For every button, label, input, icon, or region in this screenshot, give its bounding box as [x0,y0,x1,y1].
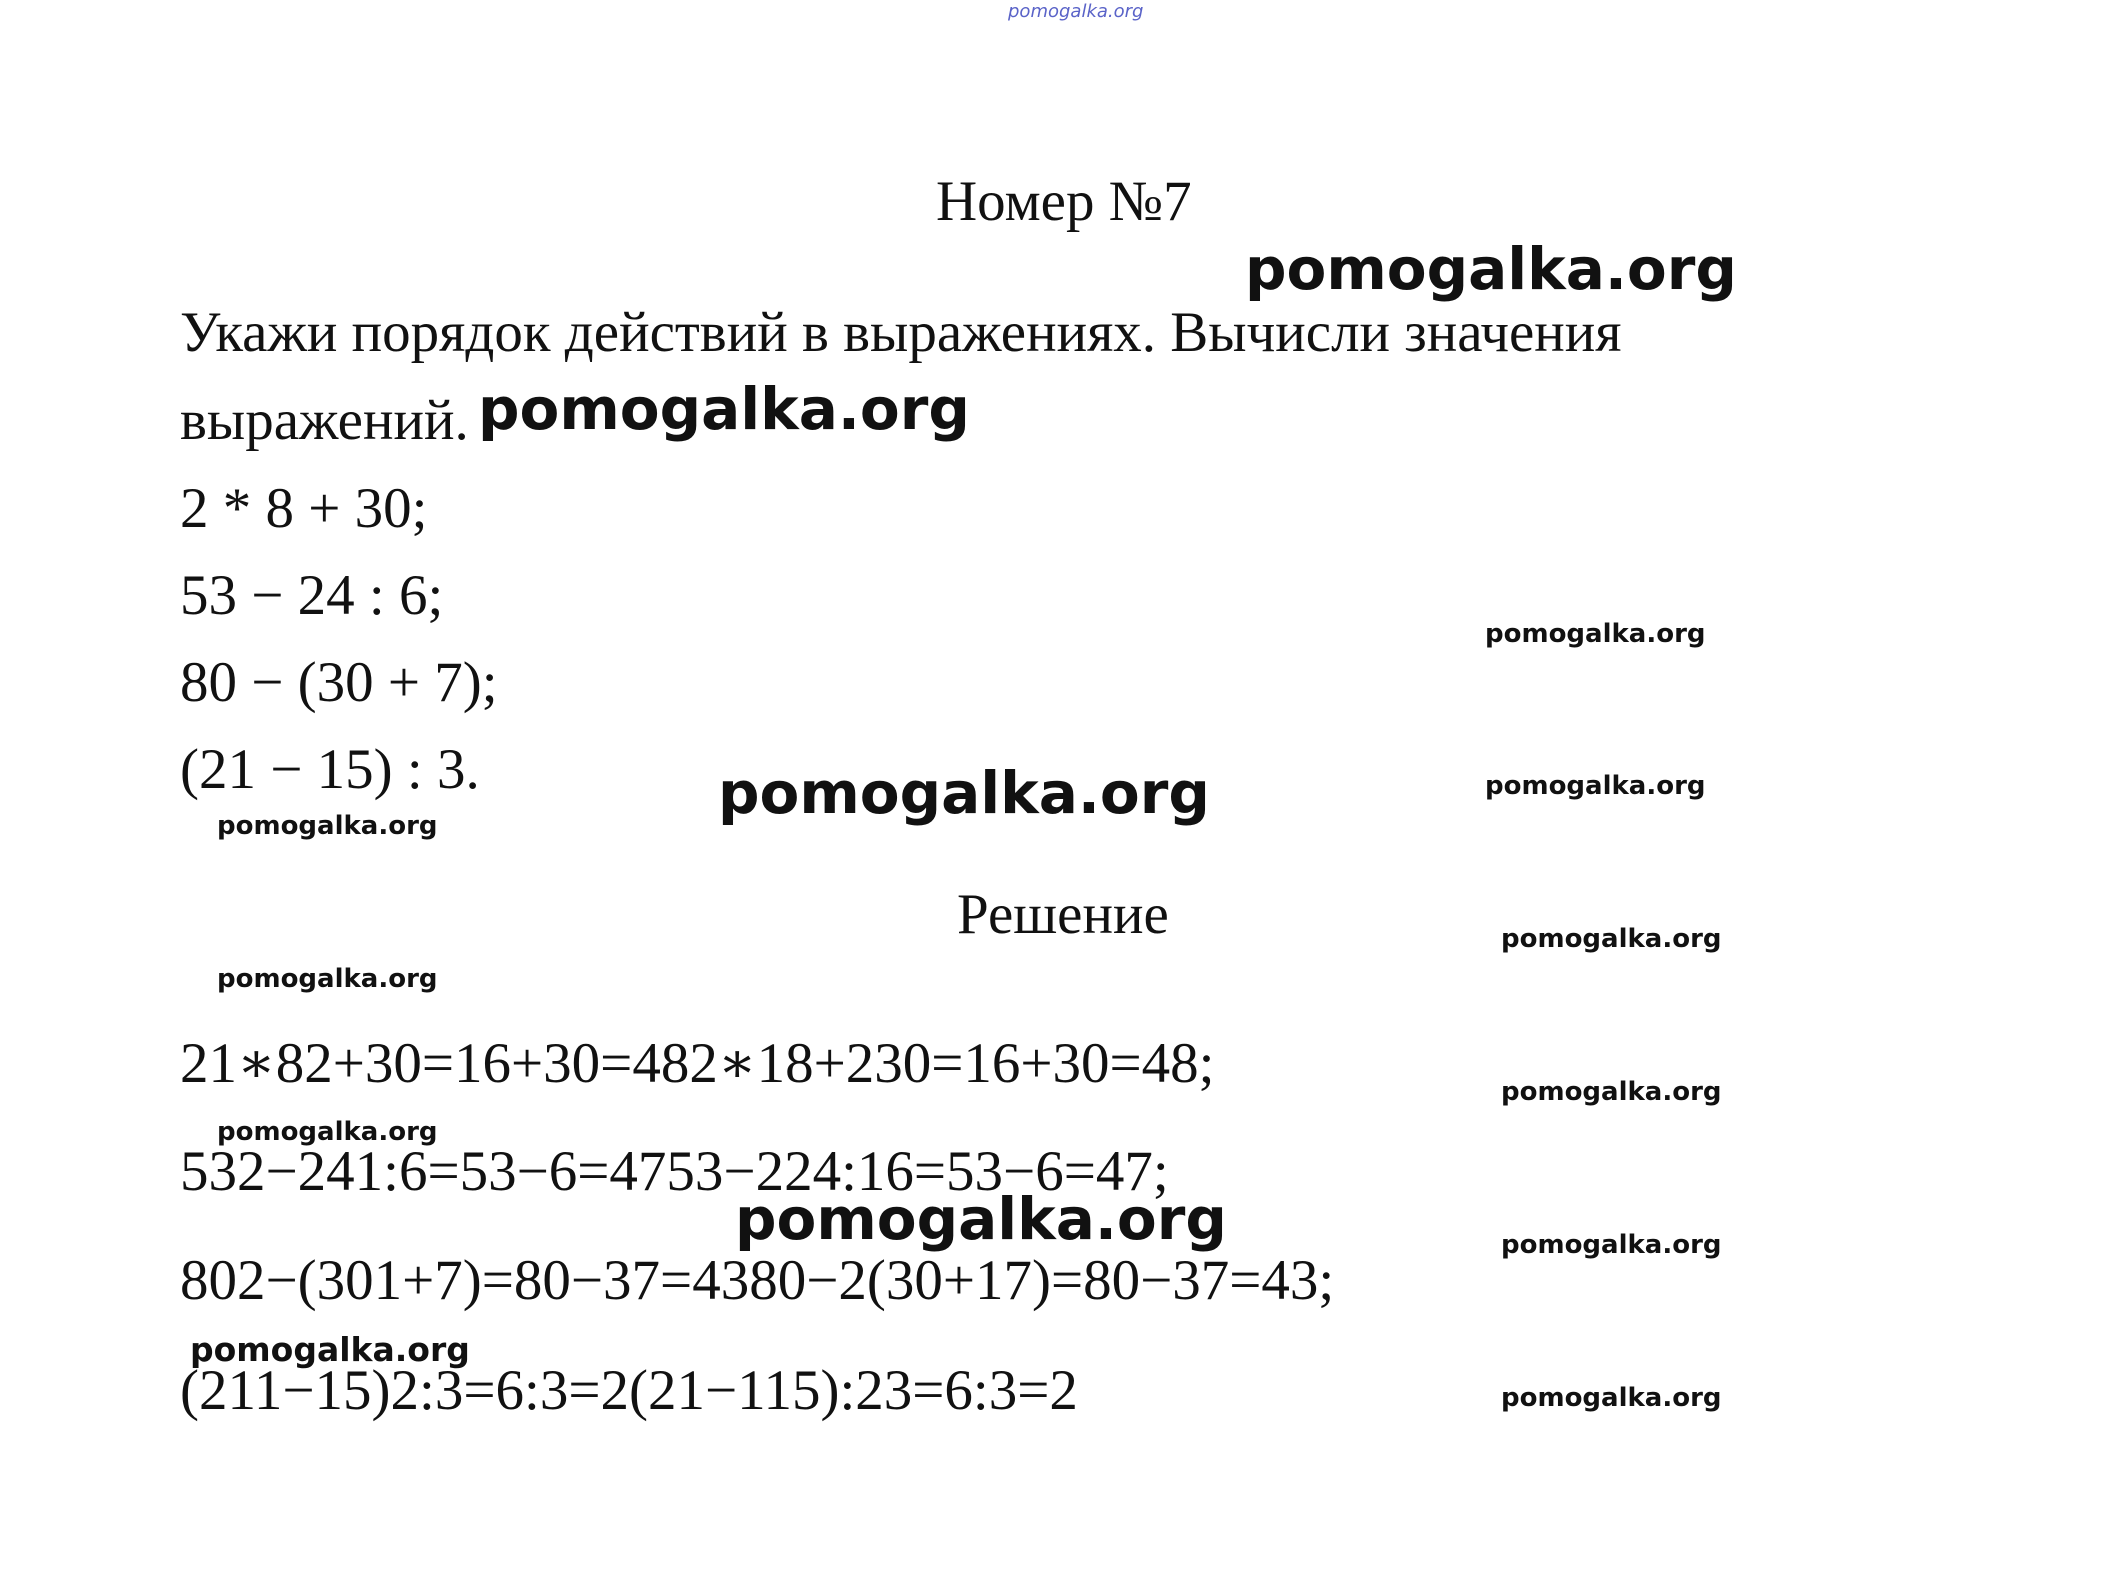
expression-4: (21 − 15) : 3. [180,738,480,801]
watermark-small-1: pomogalka.org [1485,619,1706,649]
expression-3: 80 − (30 + 7); [180,651,498,714]
expression-1: 2 * 8 + 30; [180,477,428,540]
watermark-large-4: pomogalka.org [735,1185,1227,1253]
watermark-small-4: pomogalka.org [1501,924,1722,954]
solution-heading: Решение [957,883,1169,946]
watermark-large-3: pomogalka.org [718,759,1210,827]
watermark-large-2: pomogalka.org [478,375,970,443]
watermark-small-3: pomogalka.org [217,811,438,841]
expression-2: 53 − 24 : 6; [180,564,444,627]
page-title: Номер №7 [936,170,1192,233]
task-text-line-1: Укажи порядок действий в выражениях. Вычисли значения [180,301,1622,364]
solution-4: (211−15)2:3=6:3=2(21−115):23=6:3=2 [180,1359,1078,1422]
top-watermark: pomogalka.org [1008,1,1144,22]
watermark-small-9: pomogalka.org [1501,1383,1722,1413]
solution-1: 21∗82+30=16+30=482∗18+230=16+30=48; [180,1032,1215,1095]
solution-3: 802−(301+7)=80−37=4380−2(30+17)=80−37=43; [180,1249,1335,1312]
watermark-small-7: pomogalka.org [217,1117,438,1147]
watermark-small-2: pomogalka.org [1485,771,1706,801]
watermark-small-5: pomogalka.org [217,964,438,994]
task-text-line-2: выражений. [180,389,469,452]
watermark-small-8: pomogalka.org [1501,1230,1722,1260]
watermark-small-6: pomogalka.org [1501,1077,1722,1107]
solution-2: 532−241:6=53−6=4753−224:16=53−6=47; [180,1140,1169,1203]
watermark-mid-1: pomogalka.org [190,1330,470,1369]
watermark-large-1: pomogalka.org [1245,235,1737,303]
